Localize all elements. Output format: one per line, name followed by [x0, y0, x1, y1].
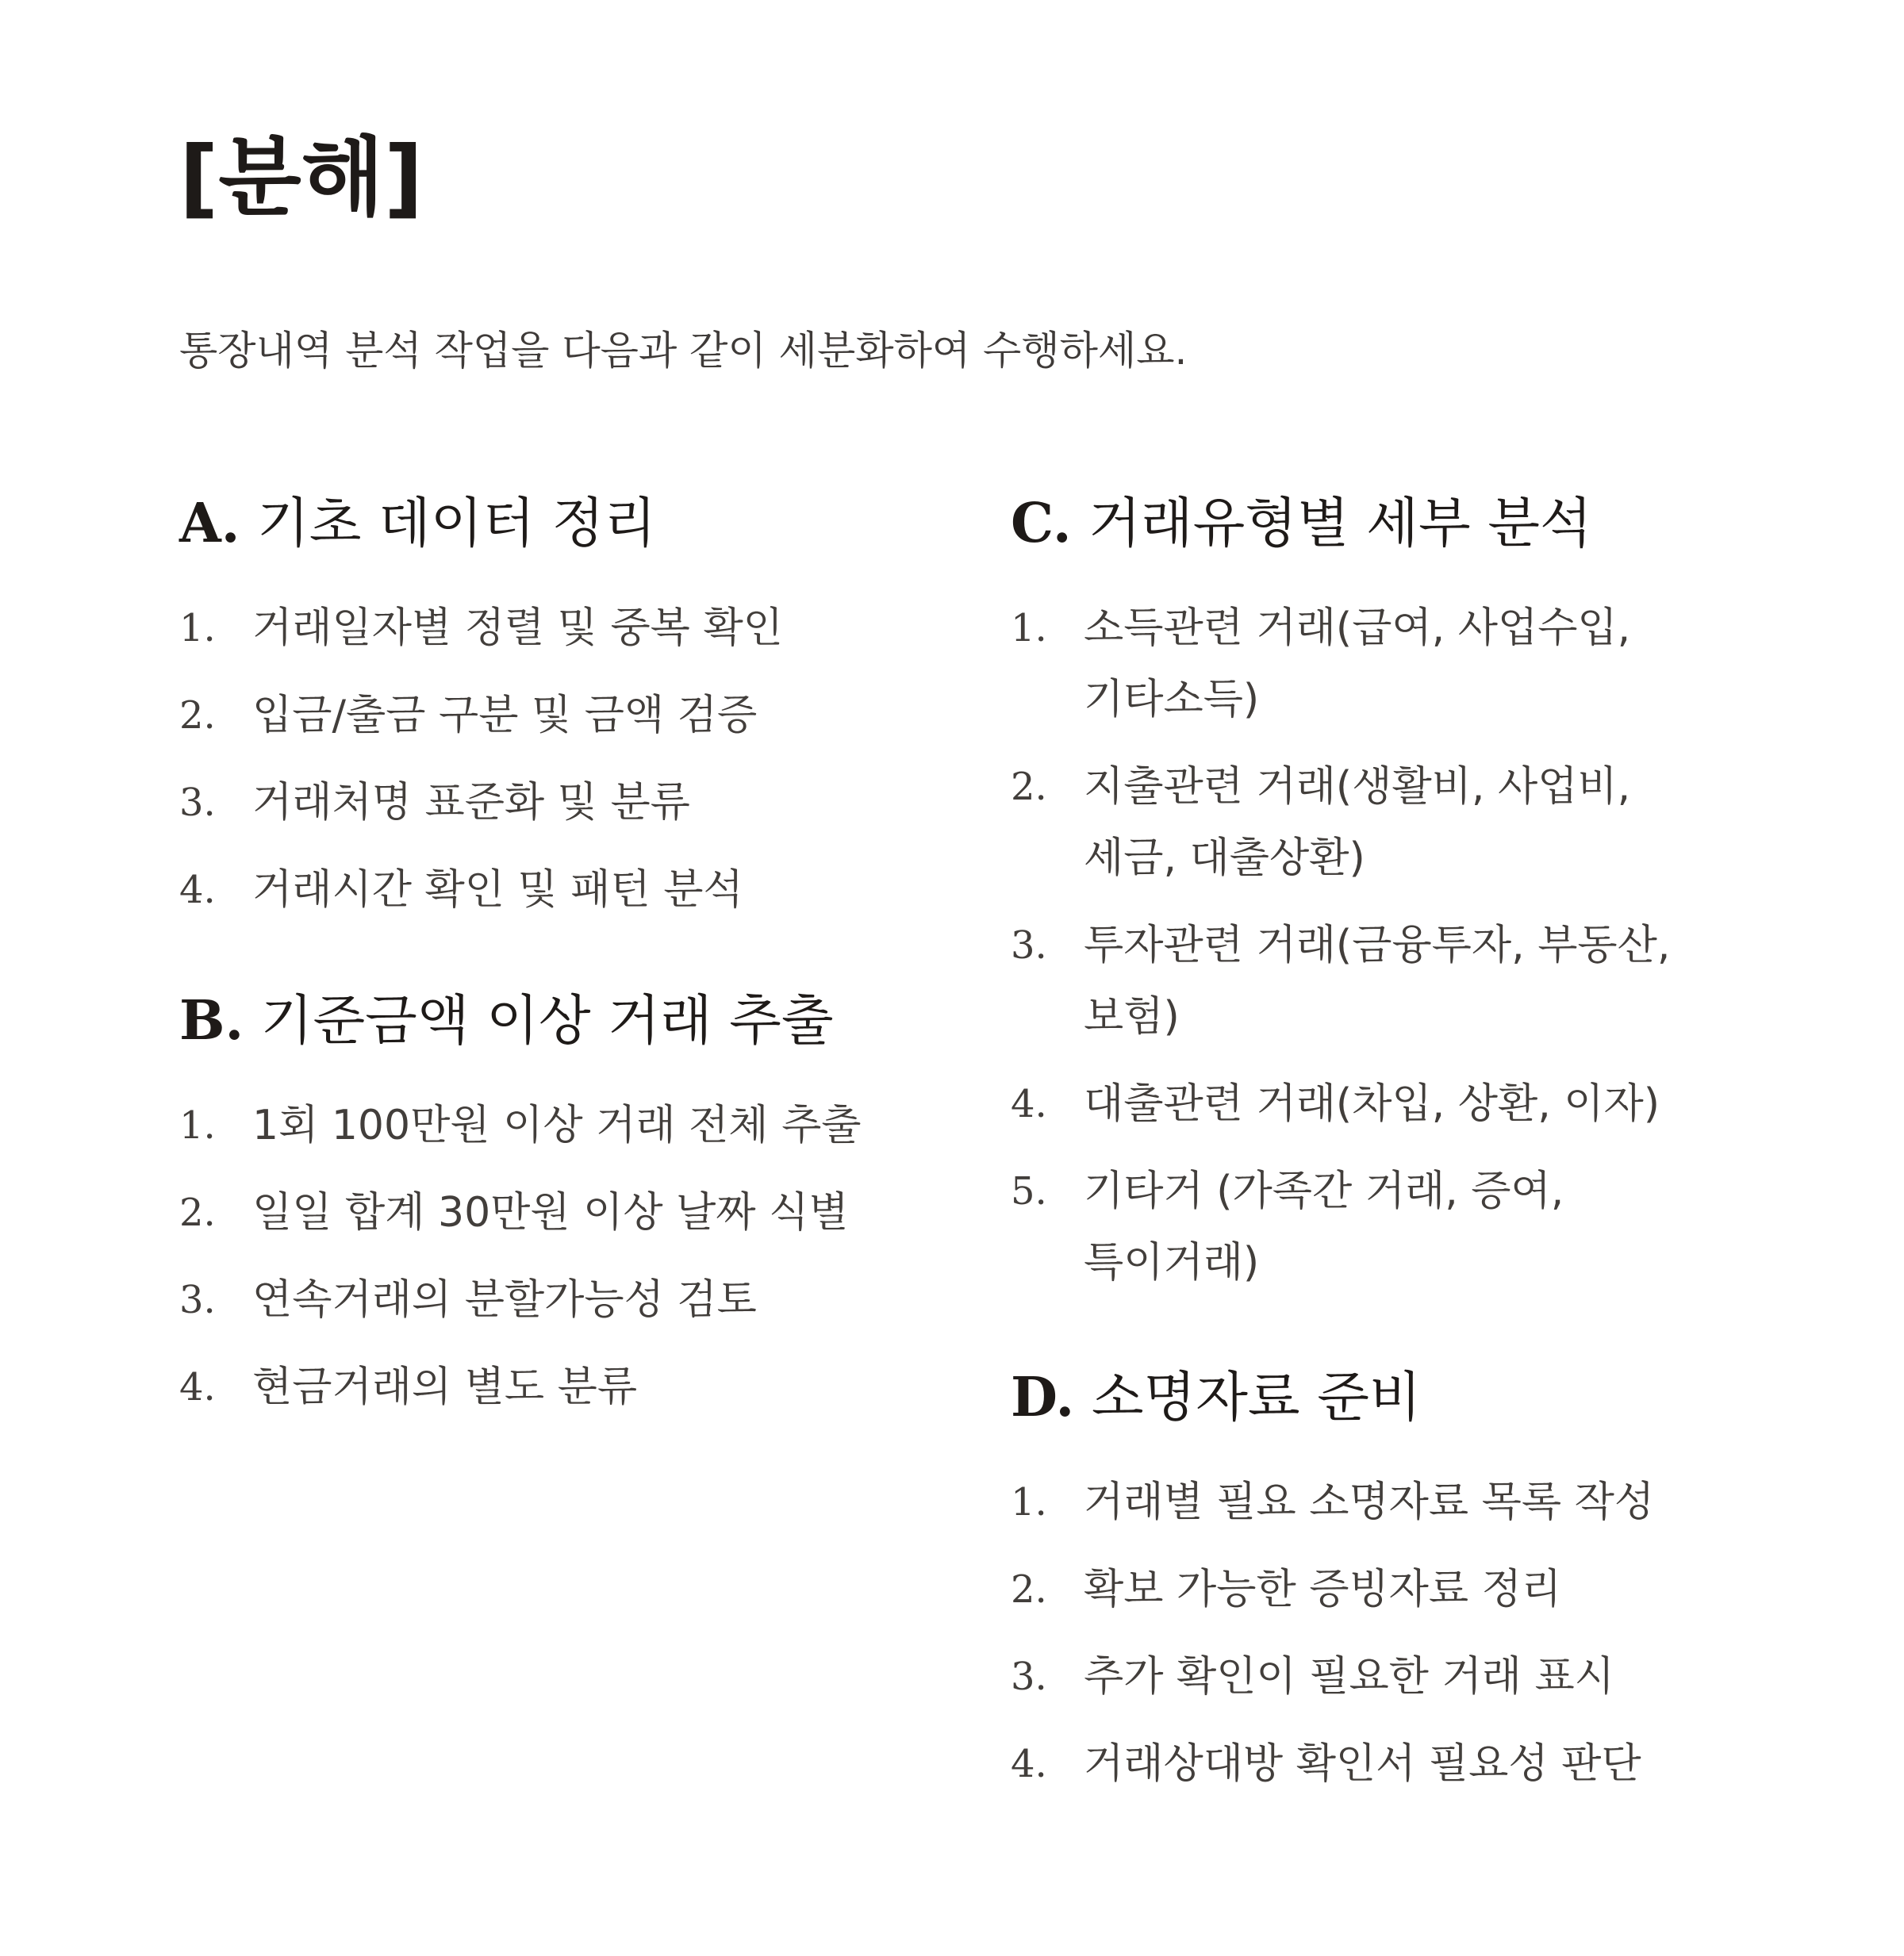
list-item [179, 1177, 941, 1248]
section-heading [1011, 490, 1725, 558]
item-number: 2. [179, 693, 216, 738]
section-heading [179, 988, 941, 1055]
item-list [179, 593, 941, 926]
list-item [1011, 1641, 1725, 1712]
item-text: 추가 확인이 필요한 거래 표시 [1084, 1653, 1614, 1701]
list-item [1011, 593, 1725, 735]
page-title: [분해] [179, 128, 424, 228]
section-c [1011, 490, 1725, 1314]
list-item [179, 1090, 941, 1161]
section-letter: C. [1011, 492, 1072, 555]
item-number: 1. [1011, 606, 1047, 650]
section-title: 거래유형별 세부 분석 [1088, 493, 1592, 555]
section-letter: D. [1011, 1366, 1075, 1429]
item-number: 1. [179, 606, 216, 650]
section-a [179, 490, 941, 942]
list-item [1011, 751, 1725, 894]
section-title: 기준금액 이상 거래 추출 [260, 990, 834, 1053]
item-number: 2. [1011, 1567, 1047, 1612]
section-d [1011, 1364, 1725, 1816]
item-text: 연속거래의 분할가능성 검토 [252, 1276, 757, 1324]
item-text: 투자관련 거래(금융투자, 부동산, 보험) [1084, 922, 1671, 1041]
item-text: 현금거래의 별도 분류 [252, 1363, 638, 1411]
item-text: 소득관련 거래(급여, 사업수입, 기타소득) [1084, 604, 1631, 723]
list-item [1011, 1467, 1725, 1538]
list-item [179, 593, 941, 664]
section-title: 기초 데이터 정리 [257, 493, 657, 555]
item-text: 거래시간 확인 및 패턴 분석 [252, 866, 743, 914]
list-item [1011, 1554, 1725, 1625]
item-list [1011, 1467, 1725, 1800]
item-number: 1. [1011, 1480, 1047, 1525]
item-list [179, 1090, 941, 1423]
item-number: 4. [179, 868, 216, 912]
list-item [179, 1352, 941, 1423]
item-number: 2. [179, 1191, 216, 1235]
section-letter: B. [179, 989, 244, 1053]
item-number: 3. [1011, 1655, 1047, 1699]
list-item [1011, 1728, 1725, 1800]
item-number: 5. [1011, 1169, 1047, 1214]
list-item [179, 854, 941, 926]
item-number: 3. [179, 1278, 216, 1322]
item-text: 지출관련 거래(생활비, 사업비, 세금, 대출상환) [1084, 763, 1631, 882]
list-item [179, 767, 941, 838]
item-number: 1. [179, 1103, 216, 1148]
item-text: 기타거 (가족간 거래, 증여, 특이거래) [1084, 1168, 1564, 1287]
item-number: 3. [1011, 923, 1047, 968]
intro-text: 통장내역 분석 작업을 다음과 같이 세분화하여 수행하세요. [179, 328, 1188, 374]
item-text: 거래처명 표준화 및 분류 [252, 779, 690, 827]
section-heading [179, 490, 941, 558]
list-item [1011, 1068, 1725, 1140]
item-text: 거래상대방 확인서 필요성 판단 [1084, 1740, 1641, 1788]
item-number: 3. [179, 780, 216, 825]
item-text: 확보 가능한 증빙자료 정리 [1084, 1566, 1562, 1613]
item-text: 거래일자별 정렬 및 중복 확인 [252, 604, 783, 652]
section-letter: A. [179, 492, 240, 555]
list-item [1011, 910, 1725, 1053]
item-number: 4. [1011, 1082, 1047, 1126]
item-text: 거래별 필요 소명자료 목록 작성 [1084, 1479, 1655, 1526]
item-text: 입금/출금 구분 및 금액 검증 [252, 692, 758, 739]
section-title: 소명자료 준비 [1091, 1367, 1422, 1429]
list-item [179, 680, 941, 751]
list-item [1011, 1156, 1725, 1298]
item-number: 4. [1011, 1742, 1047, 1786]
item-list [1011, 593, 1725, 1298]
item-number: 4. [179, 1365, 216, 1409]
item-number: 2. [1011, 765, 1047, 809]
item-text: 대출관련 거래(차입, 상환, 이자) [1084, 1080, 1660, 1128]
section-heading [1011, 1364, 1725, 1432]
section-b [179, 988, 941, 1439]
item-text: 일일 합계 30만원 이상 날짜 식별 [252, 1189, 849, 1237]
item-text: 1회 100만원 이상 거래 전체 추출 [252, 1102, 862, 1149]
list-item [179, 1264, 941, 1336]
